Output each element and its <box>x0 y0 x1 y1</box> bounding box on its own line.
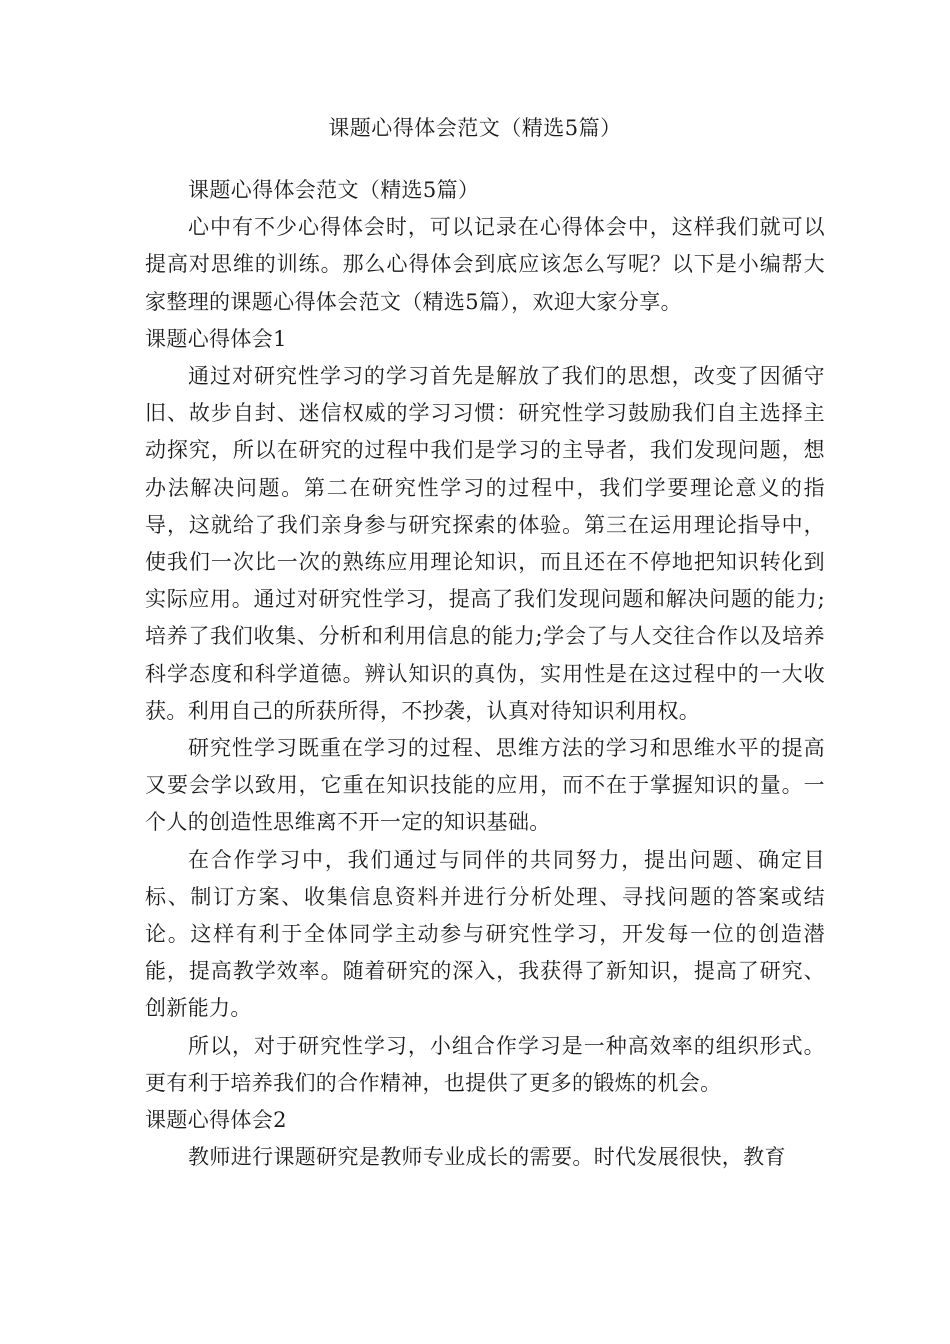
intro-paragraph: 心中有不少心得体会时，可以记录在心得体会中，这样我们就可以提高对思维的训练。那么心得体会到底应该怎么写呢？以下是小编帮大家整理的课题心得体会范文（精选5篇），欢迎大家分享。 <box>145 215 825 314</box>
section-1-paragraph-1: 通过对研究性学习的学习首先是解放了我们的思想，改变了因循守旧、故步自封、迷信权威的学习习惯：研究性学习鼓励我们自主选择主动探究，所以在研究的过程中我们是学习的主导者，我们发现问题，想办法解决问题。第二在研究性学习的过程中，我们学要理论意义的指导，这就给了我们亲身参与研究探索的体验。第三在运用理论指导中，使我们一次比一次的熟练应用理论知识，而且还在不停地把知识转化到实际应用。通过对研究性学习，提高了我们发现问题和解决问题的能力;培养了我们收集、分析和利用信息的能力;学会了与人交往合作以及培养科学态度和科学道德。辨认知识的真伪，实用性是在这过程中的一大收获。利用自己的所获所得，不抄袭，认真对待知识利用权。 <box>145 364 825 723</box>
section-1-paragraph-2: 研究性学习既重在学习的过程、思维方法的学习和思维水平的提高又要会学以致用，它重在知识技能的应用，而不在于掌握知识的量。一个人的创造性思维离不开一定的知识基础。 <box>145 736 825 835</box>
intro-line: 课题心得体会范文（精选5篇） <box>188 178 480 202</box>
section-1-paragraph-4: 所以，对于研究性学习，小组合作学习是一种高效率的组织形式。更有利于培养我们的合作精神，也提供了更多的锻炼的机会。 <box>145 1033 825 1095</box>
section-2-paragraph-1: 教师进行课题研究是教师专业成长的需要。时代发展很快，教育 <box>188 1145 786 1170</box>
document-body <box>145 172 825 1176</box>
section-1-paragraph-3: 在合作学习中，我们通过与同伴的共同努力，提出问题、确定目标、制订方案、收集信息资料并进行分析处理、寻找问题的答案或结论。这样有利于全体同学主动参与研究性学习，开发每一位的创造潜能，提高教学效率。随着研究的深入，我获得了新知识，提高了研究、创新能力。 <box>145 847 825 1021</box>
section-heading-2: 课题心得体会2 <box>145 1108 287 1133</box>
section-heading-1: 课题心得体会1 <box>145 326 287 351</box>
document-title: 课题心得体会范文（精选5篇） <box>328 116 622 140</box>
